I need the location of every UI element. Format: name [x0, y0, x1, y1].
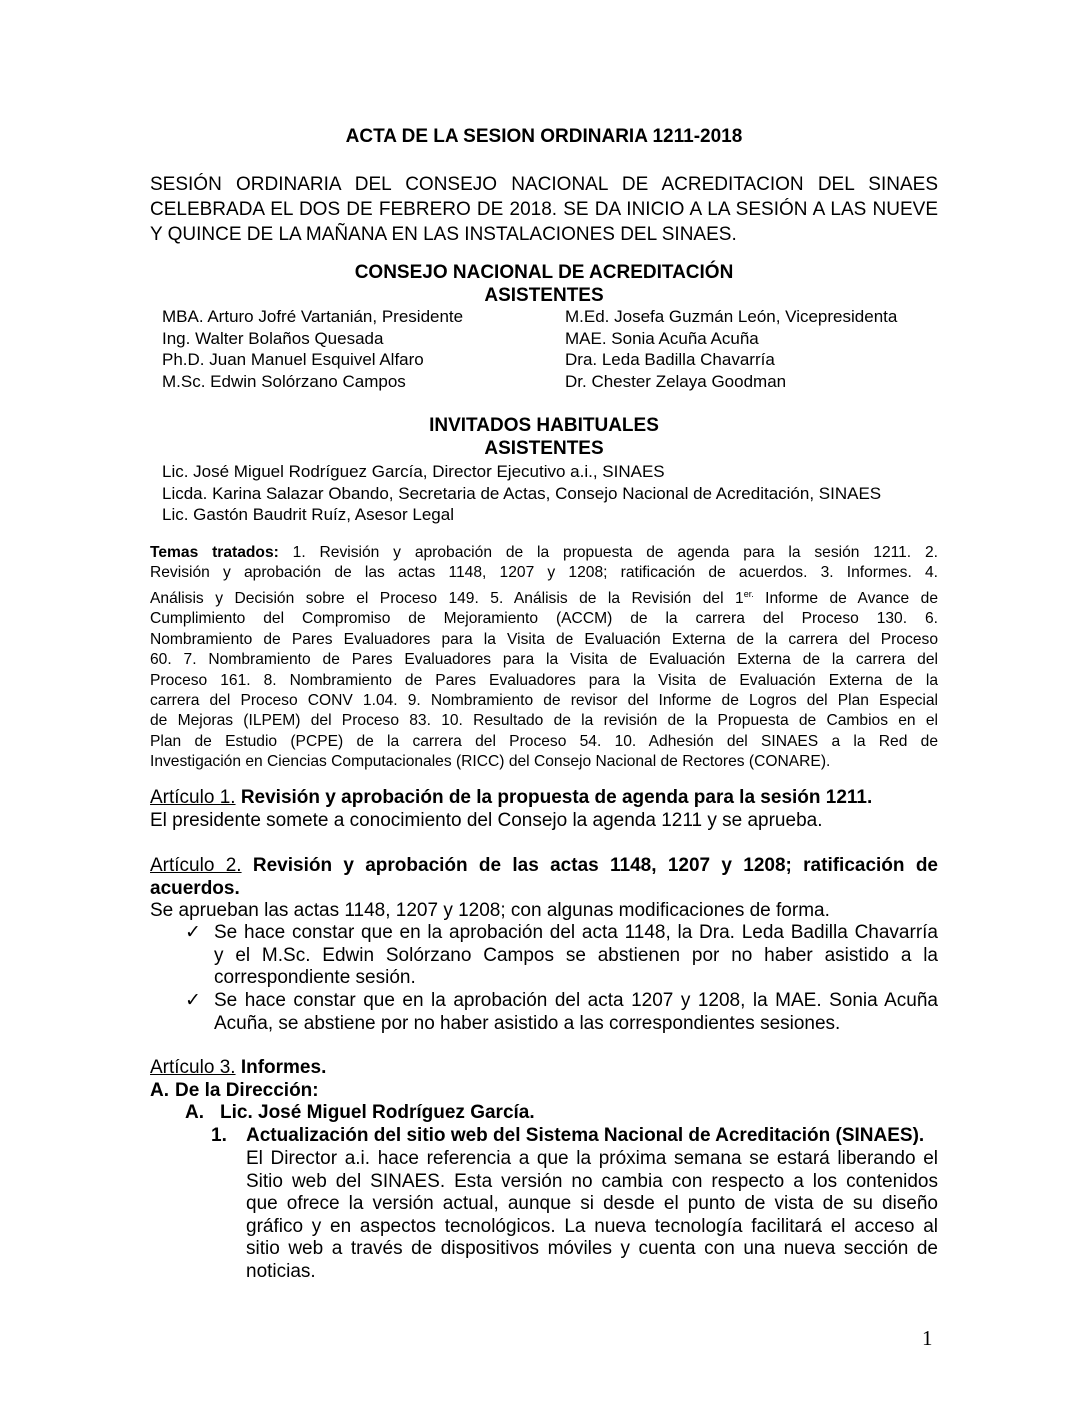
- council-heading: CONSEJO NACIONAL DE ACREDITACIÓN: [354, 262, 734, 283]
- article-label: Artículo 2.: [150, 855, 242, 876]
- intro-line: CELEBRADA EL DOS DE FEBRERO DE 2018. SE DA INICIO A LA SESIÓN A LAS NUEVE: [150, 199, 938, 220]
- article-heading: Artículo 1. Revisión y aprobación de la propuesta de agenda para la sesión 1211.: [150, 787, 873, 808]
- topics-line: carrera del Proceso CONV 1.04. 9. Nombramiento de revisor del Informe de Logros del Plan Especial: [150, 692, 938, 710]
- attendee-name: Dr. Chester Zelaya Goodman: [565, 371, 787, 391]
- attendee-name: M.Ed. Josefa Guzmán León, Vicepresidenta: [565, 307, 898, 326]
- document-page: ACTA DE LA SESION ORDINARIA 1211-2018 SESIÓN ORDINARIA DEL CONSEJO NACIONAL DE ACREDITACION DEL SINAES CELEBRADA EL DOS DE FEBRERO DE 2018. SE DA INICIO A LA SESIÓN A LAS NUEVE Y QUINCE DE LA MAÑANA EN LAS INSTALACIONES DEL SINAES. CONSEJO NACIONAL DE ACREDITACIÓN ASISTENTES MBA. Arturo Jofré Vartanián, Presidente M.Ed. Josefa Guzmán León, Vicepresidenta Ing. Walter Bolaños Quesada MAE. Sonia Acuña Acuña Ph.D. Juan Manuel Esquivel Alfaro Dra. Leda Badilla Chavarría M.Sc. Edwin Solórzano Campos Dr. Chester Zelaya Goodman INVITADOS HABITUALES ASISTENTES Lic. José Miguel Rodríguez García, Director Ejecutivo a.i., SINAES Licda. Karina Salazar Obando, Secretaria de Actas, Consejo Nacional de Acreditación, SINAES Lic. Gastón Baudrit Ruíz, Asesor Legal Temas tratados: 1. Revisión y aprobación de la propuesta de agenda para la sesión 1211. 2. Revisión y aprobación de las actas 1148, 1207 y 1208; ratificación de acuerdos. 3. Informes. 4. Análisis y Decisión sobre el Proceso 149. 5. Análisis de la Revisión del $1^{er.}$ Informe de Avance de Cumplimiento del Compromiso de Mejoramiento (ACCM) de la carrera del Proceso 130. 6. Nombramiento de Pares Evaluadores para la Visita de Evaluación Externa de la carrera del Proceso 60. 7. Nombramiento de Pares Evaluadores para la Visita de Evaluación Externa de la carrera del Proceso 161. 8. Nombramiento de Pares Evaluadores para la Visita de Evaluación Externa de la carrera del Proceso CONV 1.04. 9. Nombramiento de revisor del Informe de Logros del Plan Especial de Mejoras (ILPEM) del Proceso 83. 10. Resultado de la revisión de la Propuesta de Cambios en el Plan de Estudio (PCPE) de la carrera del Proceso 54. 10. Adhesión del SINAES a la Red de Investigación en Ciencias Computacionales (RICC) del Consejo Nacional de Rectores (CONARE). Artículo 1. Revisión y aprobación de la propuesta de agenda para la sesión 1211. El presidente somete a conocimiento del Consejo la agenda 1211 y se aprueba. Artículo 2. Revisión y aprobación de las actas 1148, 1207 y 1208; ratificación de acuerdos. Se aprueban las actas 1148, 1207 y 1208; con algunas modificaciones de forma. ✓ Se hace constar que en la aprobación del acta 1148, la Dra. Leda Badilla Chavarría y el M.Sc. Edwin Solórzano Campos se abstienen por no haber asistido a la correspondiente sesión. ✓ Se hace constar que en la aprobación del acta 1207 y 1208, la MAE. Sonia Acuña Acuña, se abstiene por no haber asistido a las correspondientes sesiones. Artículo 3. Informes. A. De la Dirección: A. Lic. José Miguel Rodríguez García. 1. Actualización del sitio web del Sistema Nacional de Acreditación (SINAES). El Director a.i. hace referencia a que la próxima semana se estará liberando el Sitio web del SINAES. Esta versión no cambia con respecto a los contenidos que ofrece la versión actual, aunque si desde el punto de vista de su diseño gráfico y en aspectos tecnológicos. La nueva tecnología facilitará el acceso al sitio web a través de dispositivos móviles y cuenta con una nueva sección de noticias. 1: [0, 0, 1088, 1408]
- article-label: Artículo 1.: [150, 787, 236, 808]
- attendee-name: M.Sc. Edwin Solórzano Campos: [162, 371, 406, 391]
- item-heading: 1. Actualización del sitio web del Sistema Nacional de Acreditación (SINAES).: [211, 1125, 925, 1146]
- guest-item: Lic. Gastón Baudrit Ruíz, Asesor Legal: [162, 505, 454, 524]
- article-text: Se aprueban las actas 1148, 1207 y 1208; con algunas modificaciones de forma.: [150, 900, 830, 921]
- check-icon: ✓: [185, 990, 201, 1011]
- ordinal-superscript: er.: [743, 588, 754, 599]
- topics-line: 60. 7. Nombramiento de Pares Evaluadores para la Visita de Evaluación Externa de la carrera del: [150, 651, 938, 669]
- attendee-name: Ing. Walter Bolaños Quesada: [162, 328, 384, 348]
- attendee-row: [162, 349, 942, 371]
- topics-paragraph: [150, 543, 938, 773]
- article-1: [150, 787, 938, 832]
- topics-line: Análisis y Decisión sobre el Proceso 149. 5. Análisis de la Revisión del $1^{er.}$ Informe de Avance de: [150, 588, 938, 607]
- article-label: Artículo 3.: [150, 1057, 236, 1078]
- article-2: [150, 855, 938, 923]
- check-icon: ✓: [185, 922, 201, 943]
- article-3: [150, 1057, 938, 1102]
- guests-subheading: ASISTENTES: [484, 438, 604, 459]
- attendee-row: [162, 371, 942, 393]
- attendee-name: MBA. Arturo Jofré Vartanián, Presidente: [162, 307, 464, 326]
- council-subheading: ASISTENTES: [484, 285, 604, 306]
- attendee-name: Ph.D. Juan Manuel Esquivel Alfaro: [162, 350, 424, 369]
- page-title: ACTA DE LA SESION ORDINARIA 1211-2018: [345, 126, 743, 147]
- page-number: 1: [922, 1326, 933, 1350]
- topics-label: Temas tratados:: [150, 544, 279, 561]
- person-heading: A. Lic. José Miguel Rodríguez García.: [185, 1102, 535, 1123]
- numbered-item: [211, 1125, 938, 1148]
- guest-list: [162, 461, 881, 526]
- topics-line: Plan de Estudio (PCPE) de la carrera del Proceso 54. 10. Adhesión del SINAES a la Red de: [150, 732, 938, 750]
- attendee-row: [162, 306, 942, 328]
- article-heading: Artículo 2. Revisión y aprobación de las actas 1148, 1207 y 1208; ratificación de: [150, 855, 938, 876]
- intro-line: Y QUINCE DE LA MAÑANA EN LAS INSTALACIONES DEL SINAES.: [150, 224, 737, 245]
- attendee-name: Dra. Leda Badilla Chavarría: [565, 350, 775, 369]
- guest-item: Lic. José Miguel Rodríguez García, Director Ejecutivo a.i., SINAES: [162, 462, 665, 481]
- attendee-row: [162, 328, 942, 350]
- topics-line: Revisión y aprobación de las actas 1148, 1207 y 1208; ratificación de acuerdos. 3. Informes. 4.: [150, 564, 938, 582]
- article-heading: Artículo 3. Informes.: [150, 1057, 327, 1078]
- intro-line: SESIÓN ORDINARIA DEL CONSEJO NACIONAL DE ACREDITACION DEL SINAES: [150, 174, 938, 195]
- guest-item: Licda. Karina Salazar Obando, Secretaria de Actas, Consejo Nacional de Acreditación, SINAES: [162, 483, 882, 503]
- subsection-heading: A. De la Dirección:: [150, 1079, 319, 1101]
- article-heading-cont: acuerdos.: [150, 877, 240, 899]
- topics-line: Temas tratados: 1. Revisión y aprobación de la propuesta de agenda para la sesión 1211. 2.: [150, 544, 938, 561]
- topics-line: Nombramiento de Pares Evaluadores para la Visita de Evaluación Externa de la carrera del Proceso: [150, 630, 938, 648]
- council-attendees: [162, 306, 942, 392]
- topics-line: de Mejoras (ILPEM) del Proceso 83. 10. Resultado de la revisión de la Propuesta de Cambios en el: [150, 712, 938, 730]
- topics-line: Proceso 161. 8. Nombramiento de Pares Evaluadores para la Visita de Evaluación Externa de la: [150, 671, 938, 689]
- attendee-name: MAE. Sonia Acuña Acuña: [565, 328, 759, 348]
- item-body: El Director a.i. hace referencia a que la próxima semana se estará liberando el Sitio web del SINAES. Esta versión no cambia con respecto a los contenidos que ofrece la versión actual, aunque si desde el punto de vista de su diseño gráfico y en aspectos tecnológicos. La nueva tecnología facilitará el acceso al sitio web a través de dispositivos móviles y cuenta con una nueva sección de noticias.: [246, 1148, 938, 1282]
- topics-line: Investigación en Ciencias Computacionales (RICC) del Consejo Nacional de Rectores (CONARE).: [150, 753, 831, 771]
- guests-heading: INVITADOS HABITUALES: [429, 415, 659, 436]
- intro-paragraph: [150, 172, 938, 247]
- article-text: El presidente somete a conocimiento del Consejo la agenda 1211 y se aprueba.: [150, 809, 823, 831]
- topics-line: Cumplimiento del Compromiso de Mejoramiento (ACCM) de la carrera del Proceso 130. 6.: [150, 610, 938, 628]
